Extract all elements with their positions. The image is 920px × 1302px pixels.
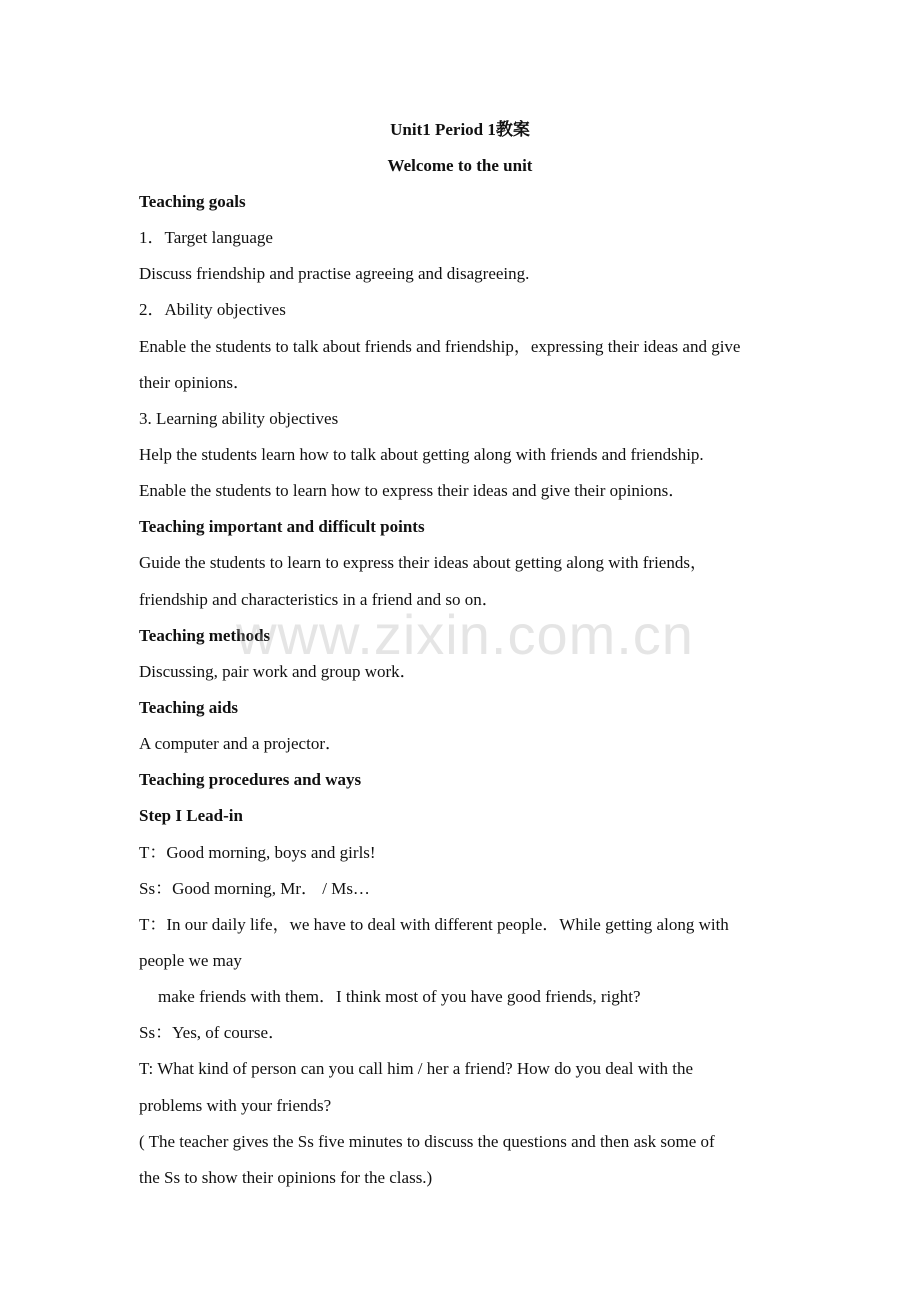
paragraph-line: Enable the students to learn how to express their ideas and give their opinions． xyxy=(139,481,686,500)
paragraph-line: A computer and a projector． xyxy=(139,734,342,753)
dialogue-line: make friends with them．I think most of you have good friends, right? xyxy=(158,987,641,1006)
document-title: Unit1 Period 1教案 xyxy=(390,120,530,139)
paragraph-line: friendship and characteristics in a friend and so on． xyxy=(139,590,499,609)
document-subtitle: Welcome to the unit xyxy=(387,156,533,175)
dialogue-line: people we may xyxy=(139,951,242,970)
dialogue-line: Ss：Good morning, Mr． / Ms… xyxy=(139,879,370,898)
section-heading-teaching-methods: Teaching methods xyxy=(139,626,271,645)
dialogue-line: problems with your friends? xyxy=(139,1096,332,1115)
section-heading-teaching-goals: Teaching goals xyxy=(139,192,246,211)
paragraph-line: Discussing, pair work and group work． xyxy=(139,662,417,681)
section-heading-procedures: Teaching procedures and ways xyxy=(139,770,362,789)
dialogue-line: T：Good morning, boys and girls! xyxy=(139,843,376,862)
section-heading-important-points: Teaching important and difficult points xyxy=(139,517,425,536)
paragraph-line: 1．Target language xyxy=(139,228,273,247)
paragraph-line: Discuss friendship and practise agreeing and disagreeing. xyxy=(139,264,530,283)
paragraph-line: Help the students learn how to talk about getting along with friends and friendship. xyxy=(139,445,704,464)
paragraph-line: the Ss to show their opinions for the class.) xyxy=(139,1168,433,1187)
dialogue-line: T：In our daily life，we have to deal with different people．While getting along with xyxy=(139,915,729,934)
section-heading-teaching-aids: Teaching aids xyxy=(139,698,239,717)
paragraph-line: 2．Ability objectives xyxy=(139,300,286,319)
paragraph-line: their opinions． xyxy=(139,373,250,392)
paragraph-line: Enable the students to talk about friends and friendship，expressing their ideas and give xyxy=(139,337,741,356)
dialogue-line: Ss：Yes, of course． xyxy=(139,1023,286,1042)
section-heading-step-1: Step I Lead-in xyxy=(139,806,243,825)
paragraph-line: 3. Learning ability objectives xyxy=(139,409,339,428)
dialogue-line: T: What kind of person can you call him / her a friend? How do you deal with the xyxy=(139,1059,694,1078)
paragraph-line: ( The teacher gives the Ss five minutes to discuss the questions and then ask some of xyxy=(139,1132,715,1151)
watermark: www.zixin.com.cn xyxy=(236,603,694,666)
paragraph-line: Guide the students to learn to express their ideas about getting along with friends， xyxy=(139,553,707,572)
